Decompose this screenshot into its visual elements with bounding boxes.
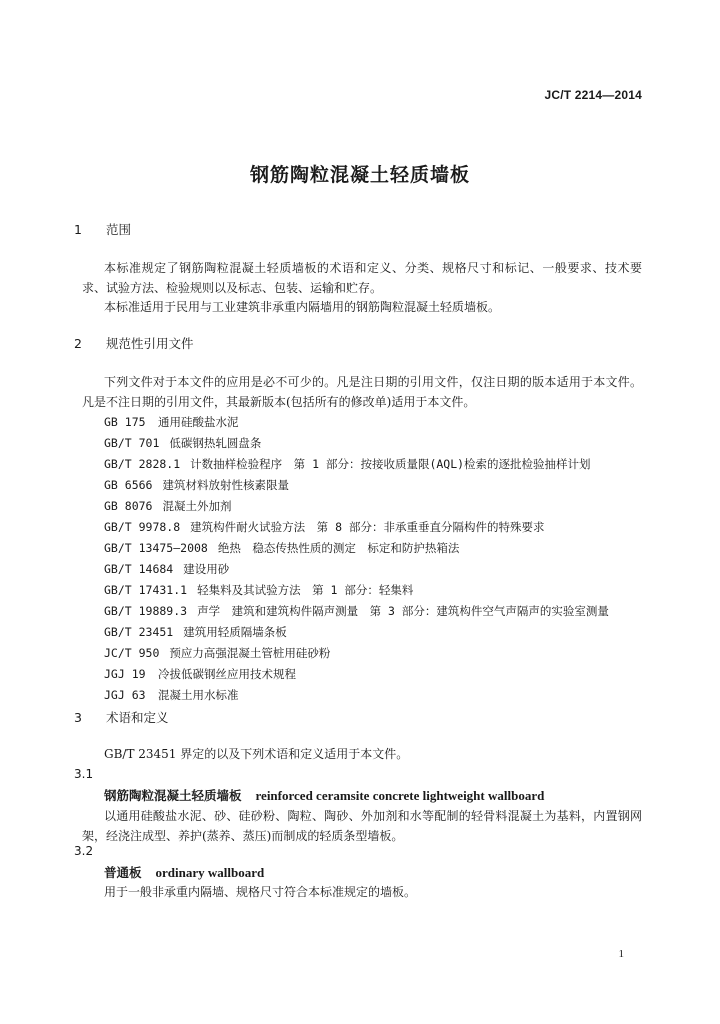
section-number: 1 <box>74 222 82 237</box>
reference-code: GB/T 13475—2008 <box>104 541 208 555</box>
term-heading <box>104 786 544 804</box>
reference-title: 混凝土外加剂 <box>162 499 232 513</box>
scope-paragraph-2: 本标准适用于民用与工业建筑非承重内隔墙用的钢筋陶粒混凝土轻质墙板。 <box>104 300 501 314</box>
references-intro: 下列文件对于本文件的应用是必不可少的。凡是注日期的引用文件，仅注日期的版本适用于本文件。凡是不注日期的引用文件，其最新版本(包括所有的修改单)适用于本文件。 <box>82 375 642 409</box>
term-definition: 用于一般非承重内隔墙、规格尺寸符合本标准规定的墙板。 <box>104 885 417 899</box>
reference-item <box>104 475 609 496</box>
reference-item <box>104 685 609 706</box>
term-en: ordinary wallboard <box>155 865 265 880</box>
reference-item <box>104 496 609 517</box>
reference-item <box>104 454 609 475</box>
reference-title: 通用硅酸盐水泥 <box>158 415 239 429</box>
reference-code: JGJ 19 <box>104 667 146 681</box>
document-title: 钢筋陶粒混凝土轻质墙板 <box>249 164 470 186</box>
section-number: 2 <box>74 336 82 351</box>
term-heading <box>104 863 264 881</box>
reference-item <box>104 664 609 685</box>
reference-title: 建设用砂 <box>183 562 230 576</box>
reference-code: GB/T 701 <box>104 436 160 450</box>
reference-item <box>104 643 609 664</box>
reference-title: 建筑材料放射性核素限量 <box>162 478 289 492</box>
reference-title: 混凝土用水标准 <box>158 688 239 702</box>
reference-code: GB 6566 <box>104 478 153 492</box>
section-title: 范围 <box>106 222 132 237</box>
reference-title: 低碳钢热轧圆盘条 <box>169 436 262 450</box>
reference-item <box>104 622 609 643</box>
term-number: 3.2 <box>74 844 94 858</box>
section-title: 规范性引用文件 <box>106 336 194 351</box>
standard-code: JC/T 2214—2014 <box>544 88 642 102</box>
terms-intro: GB/T 23451 界定的以及下列术语和定义适用于本文件。 <box>104 747 409 761</box>
section-2-heading <box>74 334 194 352</box>
reference-code: GB/T 23451 <box>104 625 174 639</box>
reference-title: 预应力高强混凝土管桩用硅砂粉 <box>169 646 331 660</box>
reference-code: GB 8076 <box>104 499 153 513</box>
reference-title: 轻集料及其试验方法 第 1 部分：轻集料 <box>197 583 414 597</box>
section-3-heading <box>74 708 169 726</box>
reference-code: GB/T 2828.1 <box>104 457 181 471</box>
reference-title: 建筑构件耐火试验方法 第 8 部分：非承重垂直分隔构件的特殊要求 <box>190 520 545 534</box>
reference-code: GB/T 17431.1 <box>104 583 188 597</box>
term-definition: 以通用硅酸盐水泥、砂、硅砂粉、陶粒、陶砂、外加剂和水等配制的轻骨料混凝土为基料，内置钢网架，经浇注成型、养护(蒸养、蒸压)而制成的轻质条型墙板。 <box>82 809 642 843</box>
reference-title: 计数抽样检验程序 第 1 部分：按接收质量限(AQL)检索的逐批检验抽样计划 <box>190 457 591 471</box>
reference-item <box>104 433 609 454</box>
term-en: reinforced ceramsite concrete lightweight wallboard <box>255 788 545 803</box>
reference-code: GB/T 19889.3 <box>104 604 188 618</box>
page-number: 1 <box>618 948 624 960</box>
reference-item <box>104 517 609 538</box>
reference-item <box>104 538 609 559</box>
term-zh: 普通板 <box>104 865 142 880</box>
reference-item <box>104 601 609 622</box>
reference-code: GB/T 9978.8 <box>104 520 181 534</box>
reference-item <box>104 412 609 433</box>
reference-list <box>104 412 609 706</box>
reference-code: JGJ 63 <box>104 688 146 702</box>
section-number: 3 <box>74 710 82 725</box>
reference-title: 声学 建筑和建筑构件隔声测量 第 3 部分：建筑构件空气声隔声的实验室测量 <box>197 604 609 618</box>
term-zh: 钢筋陶粒混凝土轻质墙板 <box>104 788 242 803</box>
reference-item <box>104 559 609 580</box>
reference-title: 绝热 稳态传热性质的测定 标定和防护热箱法 <box>217 541 460 555</box>
term-number: 3.1 <box>74 767 94 781</box>
scope-paragraph-1: 本标准规定了钢筋陶粒混凝土轻质墙板的术语和定义、分类、规格尺寸和标记、一般要求、技术要求、试验方法、检验规则以及标志、包装、运输和贮存。 <box>82 261 642 295</box>
reference-code: JC/T 950 <box>104 646 160 660</box>
section-title: 术语和定义 <box>106 710 169 725</box>
section-1-heading <box>74 220 131 238</box>
reference-title: 冷拔低碳钢丝应用技术规程 <box>158 667 296 681</box>
reference-item <box>104 580 609 601</box>
reference-code: GB/T 14684 <box>104 562 174 576</box>
reference-code: GB 175 <box>104 415 146 429</box>
reference-title: 建筑用轻质隔墙条板 <box>183 625 287 639</box>
